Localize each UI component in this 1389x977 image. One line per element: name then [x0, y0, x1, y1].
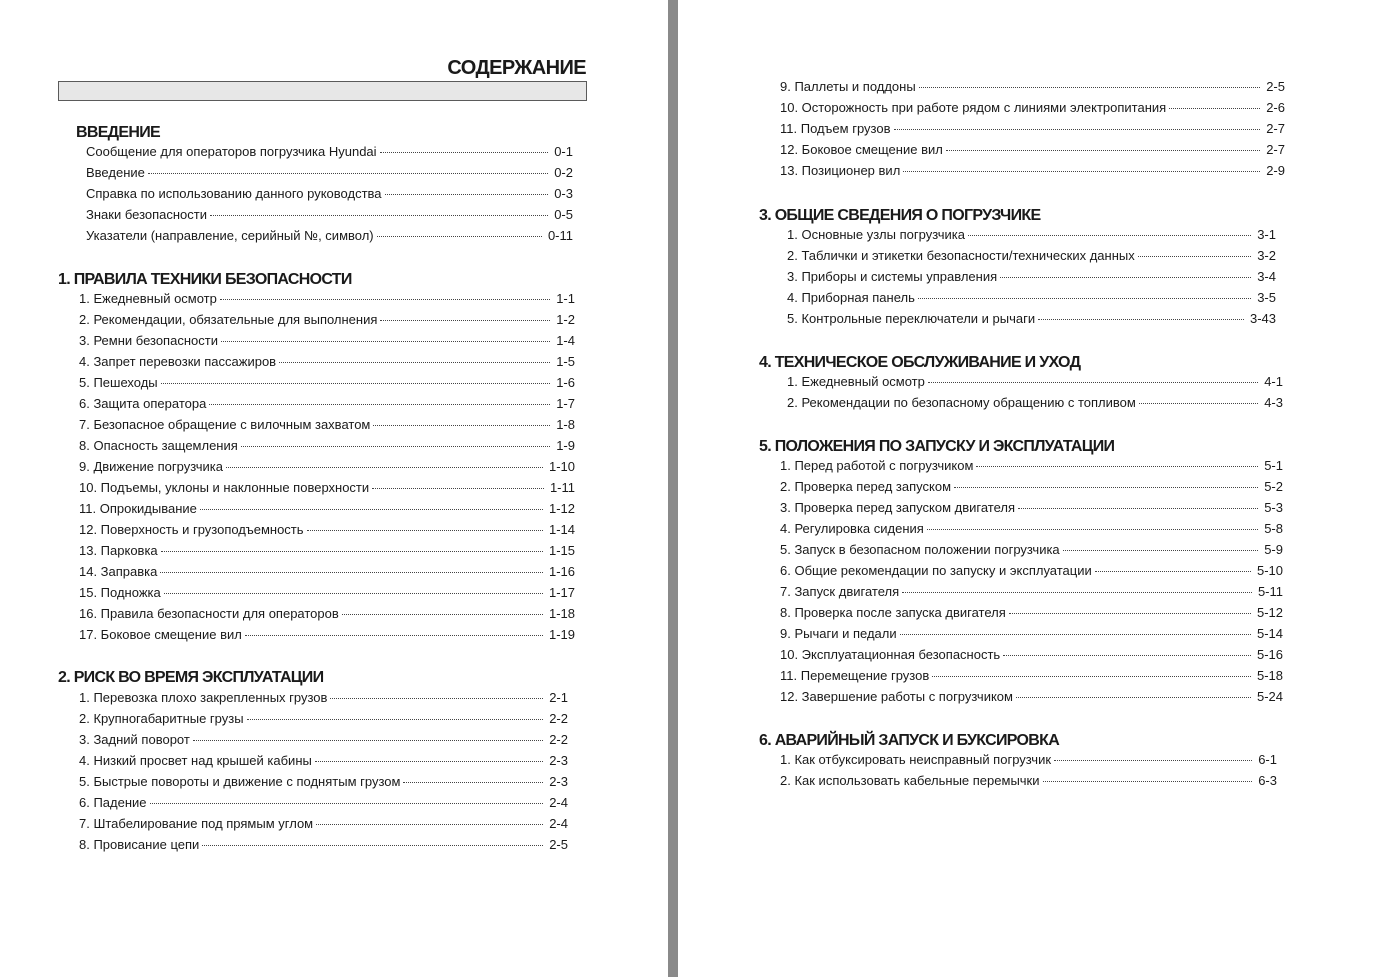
dot-leader [200, 508, 543, 510]
toc-entry[interactable] [787, 290, 1276, 311]
toc-entry-label: 9. Движение погрузчика [79, 459, 223, 474]
toc-entry-label: 4. Приборная панель [787, 290, 915, 305]
toc-entry-label: 10. Подъемы, уклоны и наклонные поверхности [79, 480, 370, 495]
toc-entry[interactable] [79, 732, 568, 753]
toc-page-number: 2-6 [1266, 100, 1285, 115]
toc-entry-label: 5. Быстрые повороты и движение с поднятым грузом [79, 774, 401, 789]
toc-page-number: 2-3 [549, 774, 568, 789]
toc-page-number: 2-1 [549, 690, 568, 705]
dot-leader [1139, 402, 1258, 404]
toc-entry-label: 3. Проверка перед запуском двигателя [780, 500, 1016, 515]
toc-page-number: 0-1 [554, 144, 573, 159]
toc-page-number: 2-9 [1266, 163, 1285, 178]
toc-entry[interactable] [79, 375, 575, 396]
toc-page-number: 5-3 [1264, 500, 1283, 515]
dot-leader [1054, 759, 1252, 761]
toc-entry[interactable] [780, 584, 1283, 605]
toc-entry[interactable] [780, 458, 1283, 479]
dot-leader [968, 234, 1251, 236]
toc-entry-label: Знаки безопасности [86, 207, 208, 222]
left-page [0, 0, 668, 977]
toc-entry-label: 8. Провисание цепи [79, 837, 200, 852]
toc-page-number: 1-15 [548, 543, 575, 558]
toc-entry[interactable] [780, 479, 1283, 500]
toc-entry[interactable] [787, 374, 1283, 395]
toc-entry[interactable] [79, 753, 568, 774]
toc-entry-label: 10. Осторожность при работе рядом с линиями электропитания [780, 100, 1167, 115]
toc-page-number: 2-2 [549, 732, 568, 747]
dot-leader [976, 465, 1258, 467]
toc-entry-label: 17. Боковое смещение вил [79, 627, 242, 642]
toc-entry-label: 7. Штабелирование под прямым углом [79, 816, 314, 831]
toc-page-number: 3-5 [1257, 290, 1276, 305]
toc-entry-label: 5. Пешеходы [79, 375, 158, 390]
toc-page-number: 1-6 [556, 375, 575, 390]
toc-page-number: 1-7 [556, 396, 575, 411]
dot-leader [220, 298, 550, 300]
toc-page-number: 5-1 [1264, 458, 1283, 473]
toc-entry[interactable] [79, 837, 568, 858]
dot-leader [927, 528, 1258, 530]
toc-page-number: 6-3 [1258, 773, 1277, 788]
toc-entry-label: 12. Завершение работы с погрузчиком [780, 689, 1013, 704]
dot-leader [247, 718, 544, 720]
toc-entry[interactable] [79, 417, 575, 438]
toc-entry-label: 8. Опасность защемления [79, 438, 238, 453]
toc-page-number: 1-10 [548, 459, 575, 474]
toc-page-number: 1-18 [548, 606, 575, 621]
dot-leader [209, 403, 550, 405]
dot-leader [160, 571, 543, 573]
toc-entry[interactable] [780, 142, 1285, 163]
toc-entry[interactable] [780, 773, 1277, 794]
dot-leader [1003, 654, 1251, 656]
toc-entry-label: 6. Защита оператора [79, 396, 207, 411]
section-heading: 2. РИСК ВО ВРЕМЯ ЭКСПЛУАТАЦИИ [58, 669, 324, 686]
dot-leader [164, 592, 543, 594]
dot-leader [894, 128, 1261, 130]
toc-page-number: 4-1 [1264, 374, 1283, 389]
toc-entry[interactable] [780, 605, 1283, 626]
toc-page-number: 1-9 [556, 438, 575, 453]
dot-leader [902, 591, 1252, 593]
toc-entry-label: 3. Приборы и системы управления [787, 269, 998, 284]
toc-page-number: 2-5 [1266, 79, 1285, 94]
toc-page-number: 2-4 [549, 795, 568, 810]
toc-entry-label: 2. Как использовать кабельные перемычки [780, 773, 1040, 788]
toc-entry-label: 11. Перемещение грузов [780, 668, 930, 683]
section-heading: 6. АВАРИЙНЫЙ ЗАПУСК И БУКСИРОВКА [759, 732, 1060, 749]
toc-entry-label: 5. Контрольные переключатели и рычаги [787, 311, 1036, 326]
toc-entry[interactable] [780, 100, 1285, 121]
toc-entry-label: 2. Крупногабаритные грузы [79, 711, 244, 726]
toc-entry-label: Сообщение для операторов погрузчика Hyundai [86, 144, 377, 159]
toc-page-number: 1-1 [556, 291, 575, 306]
toc-page-number: 5-24 [1256, 689, 1283, 704]
toc-entry-label: 5. Запуск в безопасном положении погрузчика [780, 542, 1060, 557]
toc-page-number: 1-12 [548, 501, 575, 516]
dot-leader [373, 424, 550, 426]
toc-entry-label: 13. Позиционер вил [780, 163, 901, 178]
toc-entry[interactable] [86, 228, 573, 249]
dot-leader [403, 781, 543, 783]
toc-entry-label: 11. Подъем грузов [780, 121, 891, 136]
toc-entry-label: 9. Рычаги и педали [780, 626, 897, 641]
toc-entry[interactable] [787, 248, 1276, 269]
toc-page-number: 3-4 [1257, 269, 1276, 284]
dot-leader [377, 235, 542, 237]
dot-leader [150, 802, 544, 804]
dot-leader [932, 675, 1251, 677]
dot-leader [245, 634, 543, 636]
toc-entry-label: 10. Эксплуатационная безопасность [780, 647, 1001, 662]
toc-entry-label: 2. Таблички и этикетки безопасности/технических данных [787, 248, 1135, 263]
toc-page-number: 5-16 [1256, 647, 1283, 662]
toc-entry[interactable] [79, 690, 568, 711]
toc-entry-label: 1. Ежедневный осмотр [787, 374, 925, 389]
dot-leader [919, 86, 1261, 88]
toc-entry-label: 7. Безопасное обращение с вилочным захватом [79, 417, 371, 432]
dot-leader [226, 466, 543, 468]
toc-page-number: 0-3 [554, 186, 573, 201]
dot-leader [954, 486, 1258, 488]
toc-entry-label: 2. Проверка перед запуском [780, 479, 952, 494]
toc-entry[interactable] [79, 459, 575, 480]
toc-page-number: 3-2 [1257, 248, 1276, 263]
toc-entry-label: 1. Перевозка плохо закрепленных грузов [79, 690, 328, 705]
toc-entry-label: 12. Поверхность и грузоподъемность [79, 522, 304, 537]
dot-leader [1038, 318, 1244, 320]
toc-page-number: 2-4 [549, 816, 568, 831]
toc-entry[interactable] [79, 438, 575, 459]
toc-entry-label: 4. Регулировка сидения [780, 521, 924, 536]
toc-entry[interactable] [79, 711, 568, 732]
toc-entry-label: 2. Рекомендации, обязательные для выполнения [79, 312, 378, 327]
toc-entry[interactable] [79, 585, 575, 606]
toc-entry-label: 3. Задний поворот [79, 732, 190, 747]
toc-entry[interactable] [780, 563, 1283, 584]
toc-entry[interactable] [79, 606, 575, 627]
toc-page-number: 6-1 [1258, 752, 1277, 767]
toc-entry-label: 1. Основные узлы погрузчика [787, 227, 965, 242]
dot-leader [1000, 276, 1251, 278]
section-heading: 5. ПОЛОЖЕНИЯ ПО ЗАПУСКУ И ЭКСПЛУАТАЦИИ [759, 438, 1115, 455]
dot-leader [330, 697, 543, 699]
dot-leader [202, 844, 543, 846]
dot-leader [928, 381, 1258, 383]
toc-entry[interactable] [780, 521, 1283, 542]
dot-leader [316, 823, 543, 825]
toc-page-number: 1-8 [556, 417, 575, 432]
dot-leader [315, 760, 543, 762]
toc-page-number: 5-10 [1256, 563, 1283, 578]
toc-entry[interactable] [79, 396, 575, 417]
toc-page-number: 1-5 [556, 354, 575, 369]
dot-leader [372, 487, 544, 489]
toc-page-number: 1-16 [548, 564, 575, 579]
toc-entry-label: 6. Общие рекомендации по запуску и эксплуатации [780, 563, 1092, 578]
toc-entry-label: Введение [86, 165, 145, 180]
dot-leader [900, 633, 1251, 635]
dot-leader [307, 529, 543, 531]
toc-entry[interactable] [79, 627, 575, 648]
title-bar [58, 81, 587, 101]
toc-entry-label: 6. Падение [79, 795, 147, 810]
toc-page-number: 0-2 [554, 165, 573, 180]
toc-entry-label: Указатели (направление, серийный №, символ) [86, 228, 374, 243]
dot-leader [380, 151, 549, 153]
toc-page-number: 5-9 [1264, 542, 1283, 557]
toc-page-number: 1-14 [548, 522, 575, 537]
document-title: СОДЕРЖАНИЕ [447, 57, 586, 79]
toc-entry[interactable] [787, 395, 1283, 416]
toc-entry[interactable] [79, 291, 575, 312]
toc-entry-label: Справка по использованию данного руководства [86, 186, 382, 201]
toc-entry[interactable] [79, 333, 575, 354]
toc-entry[interactable] [79, 312, 575, 333]
toc-entry[interactable] [86, 144, 573, 165]
toc-entry-label: 8. Проверка после запуска двигателя [780, 605, 1006, 620]
dot-leader [918, 297, 1251, 299]
section-heading: ВВЕДЕНИЕ [76, 124, 160, 141]
toc-page-number: 5-12 [1256, 605, 1283, 620]
dot-leader [161, 382, 551, 384]
toc-entry[interactable] [787, 227, 1276, 248]
toc-entry-label: 4. Низкий просвет над крышей кабины [79, 753, 312, 768]
toc-page-number: 4-3 [1264, 395, 1283, 410]
toc-entry[interactable] [780, 668, 1283, 689]
right-page [678, 0, 1389, 977]
toc-page-number: 1-4 [556, 333, 575, 348]
dot-leader [193, 739, 543, 741]
dot-leader [1063, 549, 1259, 551]
toc-entry-label: 4. Запрет перевозки пассажиров [79, 354, 277, 369]
toc-page-number: 2-2 [549, 711, 568, 726]
toc-entry[interactable] [79, 564, 575, 585]
toc-page-number: 1-2 [556, 312, 575, 327]
toc-entry[interactable] [79, 795, 568, 816]
toc-entry-label: 9. Паллеты и поддоны [780, 79, 916, 94]
toc-entry-label: 11. Опрокидывание [79, 501, 197, 516]
dot-leader [1043, 780, 1253, 782]
toc-entry[interactable] [780, 121, 1285, 142]
toc-entry[interactable] [79, 501, 575, 522]
toc-entry[interactable] [86, 186, 573, 207]
toc-entry-label: 13. Парковка [79, 543, 158, 558]
toc-entry-label: 3. Ремни безопасности [79, 333, 218, 348]
toc-page-number: 2-3 [549, 753, 568, 768]
toc-page-number: 2-7 [1266, 121, 1285, 136]
dot-leader [903, 170, 1260, 172]
dot-leader [210, 214, 548, 216]
toc-entry[interactable] [780, 689, 1283, 710]
toc-entry-label: 1. Перед работой с погрузчиком [780, 458, 974, 473]
section-heading: 4. ТЕХНИЧЕСКОЕ ОБСЛУЖИВАНИЕ И УХОД [759, 354, 1081, 371]
dot-leader [279, 361, 550, 363]
toc-entry-label: 14. Заправка [79, 564, 158, 579]
dot-leader [1018, 507, 1258, 509]
dot-leader [1169, 107, 1260, 109]
toc-entry[interactable] [780, 626, 1283, 647]
toc-page-number: 2-7 [1266, 142, 1285, 157]
toc-page-number: 3-43 [1249, 311, 1276, 326]
toc-page-number: 1-19 [548, 627, 575, 642]
toc-page-number: 5-11 [1257, 584, 1283, 599]
toc-page-number: 5-14 [1256, 626, 1283, 641]
toc-entry-label: 7. Запуск двигателя [780, 584, 900, 599]
toc-entry-label: 2. Рекомендации по безопасному обращению с топливом [787, 395, 1136, 410]
dot-leader [148, 172, 548, 174]
dot-leader [161, 550, 543, 552]
dot-leader [1016, 696, 1251, 698]
dot-leader [241, 445, 550, 447]
toc-entry[interactable] [79, 522, 575, 543]
dot-leader [342, 613, 543, 615]
dot-leader [946, 149, 1260, 151]
toc-page-number: 5-8 [1264, 521, 1283, 536]
dot-leader [380, 319, 550, 321]
dot-leader [221, 340, 550, 342]
toc-page-number: 0-11 [547, 228, 573, 243]
dot-leader [1009, 612, 1251, 614]
toc-page-number: 1-17 [548, 585, 575, 600]
toc-entry-label: 16. Правила безопасности для операторов [79, 606, 339, 621]
page-gutter [668, 0, 678, 977]
section-heading: 1. ПРАВИЛА ТЕХНИКИ БЕЗОПАСНОСТИ [58, 271, 352, 288]
toc-entry[interactable] [780, 647, 1283, 668]
toc-entry[interactable] [780, 163, 1285, 184]
toc-entry[interactable] [79, 774, 568, 795]
toc-entry-label: 15. Подножка [79, 585, 161, 600]
toc-entry[interactable] [780, 752, 1277, 773]
toc-entry[interactable] [79, 480, 575, 501]
toc-entry[interactable] [787, 269, 1276, 290]
toc-entry[interactable] [79, 816, 568, 837]
toc-page-number: 5-2 [1264, 479, 1283, 494]
toc-entry[interactable] [780, 79, 1285, 100]
toc-entry[interactable] [79, 354, 575, 375]
toc-page-number: 2-5 [549, 837, 568, 852]
toc-entry[interactable] [86, 207, 573, 228]
toc-entry-label: 1. Ежедневный осмотр [79, 291, 217, 306]
toc-entry[interactable] [780, 542, 1283, 563]
toc-page-number: 5-18 [1256, 668, 1283, 683]
dot-leader [1095, 570, 1251, 572]
toc-entry[interactable] [787, 311, 1276, 332]
toc-page-number: 3-1 [1257, 227, 1276, 242]
toc-entry[interactable] [79, 543, 575, 564]
toc-entry[interactable] [86, 165, 573, 186]
toc-entry-label: 1. Как отбуксировать неисправный погрузчик [780, 752, 1052, 767]
toc-entry[interactable] [780, 500, 1283, 521]
dot-leader [1138, 255, 1251, 257]
dot-leader [385, 193, 549, 195]
toc-page-number: 0-5 [554, 207, 573, 222]
toc-entry-label: 12. Боковое смещение вил [780, 142, 943, 157]
toc-page-number: 1-11 [549, 480, 575, 495]
section-heading: 3. ОБЩИЕ СВЕДЕНИЯ О ПОГРУЗЧИКЕ [759, 207, 1041, 224]
